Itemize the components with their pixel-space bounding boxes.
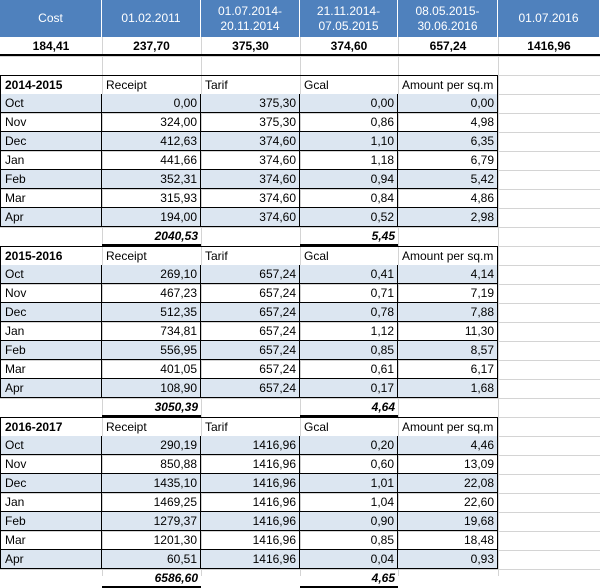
section-title[interactable]: 2015-2016 <box>0 246 102 265</box>
cell-receipt[interactable]: 556,95 <box>102 341 201 360</box>
cell-tarif[interactable]: 374,60 <box>201 151 300 170</box>
column-label-gcal[interactable]: Gcal <box>300 75 398 94</box>
cell-month[interactable]: Dec <box>0 132 102 151</box>
cell-receipt[interactable]: 512,35 <box>102 303 201 322</box>
cell-tarif[interactable]: 657,24 <box>201 265 300 284</box>
header-date-3-line1: 21.11.2014- <box>316 3 381 18</box>
cell-month[interactable]: Jan <box>0 151 102 170</box>
grid-row-line <box>0 56 600 57</box>
header-date-1-label: 01.02.2011 <box>121 11 181 25</box>
header-date-5-label: 01.07.2016 <box>518 11 579 25</box>
cell-receipt[interactable]: 734,81 <box>102 322 201 341</box>
column-label-amount[interactable]: Amount per sq.m <box>398 417 498 436</box>
cell-month[interactable]: Oct <box>0 436 102 455</box>
column-label-tarif[interactable]: Tarif <box>201 75 300 94</box>
header-date-4-line1: 08.05.2015- <box>415 3 480 18</box>
cell-month[interactable]: Mar <box>0 360 102 379</box>
cell-amount[interactable]: 6,79 <box>398 151 498 170</box>
cell-tarif[interactable]: 374,60 <box>201 170 300 189</box>
total-gcal[interactable]: 4,64 <box>300 398 398 417</box>
total-receipt[interactable]: 2040,53 <box>102 227 201 246</box>
section-title[interactable]: 2014-2015 <box>0 75 102 94</box>
cell-amount[interactable]: 4,46 <box>398 436 498 455</box>
column-label-receipt[interactable]: Receipt <box>102 75 201 94</box>
total-receipt[interactable]: 6586,60 <box>102 569 201 588</box>
cell-gcal[interactable]: 1,12 <box>300 322 398 341</box>
cell-month[interactable]: Nov <box>0 455 102 474</box>
cell-gcal[interactable]: 0,86 <box>300 113 398 132</box>
cell-gcal[interactable]: 0,84 <box>300 189 398 208</box>
cell-receipt[interactable]: 194,00 <box>102 208 201 227</box>
cell-month[interactable]: Dec <box>0 474 102 493</box>
cell-month[interactable]: Apr <box>0 550 102 569</box>
cell-gcal[interactable]: 0,20 <box>300 436 398 455</box>
cell-receipt[interactable]: 269,10 <box>102 265 201 284</box>
cell-amount[interactable]: 7,19 <box>398 284 498 303</box>
cell-amount[interactable]: 19,68 <box>398 512 498 531</box>
cell-receipt[interactable]: 1435,10 <box>102 474 201 493</box>
column-label-amount[interactable]: Amount per sq.m <box>398 246 498 265</box>
cell-receipt[interactable]: 412,63 <box>102 132 201 151</box>
column-label-amount[interactable]: Amount per sq.m <box>398 75 498 94</box>
cell-receipt[interactable]: 1469,25 <box>102 493 201 512</box>
cell-amount[interactable]: 22,60 <box>398 493 498 512</box>
cell-month[interactable]: Oct <box>0 94 102 113</box>
cell-gcal[interactable]: 0,04 <box>300 550 398 569</box>
cost-cell[interactable]: 657,24 <box>398 37 498 56</box>
cell-receipt[interactable]: 1201,30 <box>102 531 201 550</box>
cell-receipt[interactable]: 108,90 <box>102 379 201 398</box>
cell-amount[interactable]: 11,30 <box>398 322 498 341</box>
section-title[interactable]: 2016-2017 <box>0 417 102 436</box>
cell-gcal[interactable]: 0,52 <box>300 208 398 227</box>
cell-tarif[interactable]: 1416,96 <box>201 493 300 512</box>
cell-gcal[interactable]: 0,78 <box>300 303 398 322</box>
cell-tarif[interactable]: 1416,96 <box>201 455 300 474</box>
cell-gcal[interactable]: 0,61 <box>300 360 398 379</box>
column-label-gcal[interactable]: Gcal <box>300 246 398 265</box>
cell-month[interactable]: Jan <box>0 322 102 341</box>
cell-tarif[interactable]: 1416,96 <box>201 531 300 550</box>
cell-receipt[interactable]: 352,31 <box>102 170 201 189</box>
cell-amount[interactable]: 5,42 <box>398 170 498 189</box>
cell-gcal[interactable]: 0,94 <box>300 170 398 189</box>
total-receipt[interactable]: 3050,39 <box>102 398 201 417</box>
cell-receipt[interactable]: 0,00 <box>102 94 201 113</box>
cell-receipt[interactable]: 60,51 <box>102 550 201 569</box>
header-date-5[interactable] <box>498 0 600 37</box>
cell-gcal[interactable]: 0,41 <box>300 265 398 284</box>
cell-tarif[interactable]: 657,24 <box>201 303 300 322</box>
cell-amount[interactable]: 6,35 <box>398 132 498 151</box>
cell-tarif[interactable]: 657,24 <box>201 379 300 398</box>
cell-month[interactable]: Mar <box>0 189 102 208</box>
cell-gcal[interactable]: 0,90 <box>300 512 398 531</box>
total-gcal[interactable]: 4,65 <box>300 569 398 588</box>
cell-tarif[interactable]: 374,60 <box>201 132 300 151</box>
cell-receipt[interactable]: 315,93 <box>102 189 201 208</box>
cell-amount[interactable]: 1,68 <box>398 379 498 398</box>
column-label-receipt[interactable]: Receipt <box>102 246 201 265</box>
cell-amount[interactable]: 8,57 <box>398 341 498 360</box>
column-label-receipt[interactable]: Receipt <box>102 417 201 436</box>
cost-cell[interactable]: 374,60 <box>300 37 398 56</box>
cell-amount[interactable]: 4,14 <box>398 265 498 284</box>
cell-tarif[interactable]: 657,24 <box>201 341 300 360</box>
cell-month[interactable]: Nov <box>0 284 102 303</box>
cost-cell[interactable]: 375,30 <box>201 37 300 56</box>
header-cost[interactable] <box>0 0 102 37</box>
cell-tarif[interactable]: 1416,96 <box>201 436 300 455</box>
cell-month[interactable]: Feb <box>0 341 102 360</box>
cell-month[interactable]: Jan <box>0 493 102 512</box>
cell-gcal[interactable]: 1,10 <box>300 132 398 151</box>
cell-month[interactable]: Apr <box>0 379 102 398</box>
cell-tarif[interactable]: 1416,96 <box>201 512 300 531</box>
header-date-1[interactable] <box>102 0 201 37</box>
cell-amount[interactable]: 2,98 <box>398 208 498 227</box>
cost-cell[interactable]: 1416,96 <box>498 37 600 56</box>
cell-tarif[interactable]: 375,30 <box>201 94 300 113</box>
cell-gcal[interactable]: 0,85 <box>300 531 398 550</box>
cell-receipt[interactable]: 324,00 <box>102 113 201 132</box>
header-date-3[interactable] <box>300 0 398 37</box>
cell-gcal[interactable]: 0,17 <box>300 379 398 398</box>
cell-month[interactable]: Mar <box>0 531 102 550</box>
cell-month[interactable]: Dec <box>0 303 102 322</box>
cell-amount[interactable]: 18,48 <box>398 531 498 550</box>
cell-month[interactable]: Feb <box>0 170 102 189</box>
cell-receipt[interactable]: 401,05 <box>102 360 201 379</box>
column-label-tarif[interactable]: Tarif <box>201 417 300 436</box>
cell-amount[interactable]: 0,00 <box>398 94 498 113</box>
cell-month[interactable]: Nov <box>0 113 102 132</box>
header-date-2[interactable] <box>201 0 300 37</box>
header-cost-label: Cost <box>38 11 63 25</box>
cell-tarif[interactable]: 374,60 <box>201 208 300 227</box>
cell-tarif[interactable]: 1416,96 <box>201 550 300 569</box>
header-date-4[interactable] <box>398 0 498 37</box>
header-date-2-line2: 20.11.2014 <box>220 18 280 33</box>
cell-tarif[interactable]: 375,30 <box>201 113 300 132</box>
cell-receipt[interactable]: 850,88 <box>102 455 201 474</box>
cell-month[interactable]: Feb <box>0 512 102 531</box>
cell-receipt[interactable]: 467,23 <box>102 284 201 303</box>
cost-cell[interactable]: 237,70 <box>102 37 201 56</box>
cell-amount[interactable]: 6,17 <box>398 360 498 379</box>
cell-receipt[interactable]: 441,66 <box>102 151 201 170</box>
header-date-3-line2: 07.05.2015 <box>318 18 379 33</box>
cell-gcal[interactable]: 1,04 <box>300 493 398 512</box>
cell-gcal[interactable]: 0,85 <box>300 341 398 360</box>
total-gcal[interactable]: 5,45 <box>300 227 398 246</box>
header-date-2-line1: 01.07.2014- <box>217 3 283 18</box>
cell-receipt[interactable]: 1279,37 <box>102 512 201 531</box>
cell-amount[interactable]: 13,09 <box>398 455 498 474</box>
cell-gcal[interactable]: 0,60 <box>300 455 398 474</box>
cell-month[interactable]: Oct <box>0 265 102 284</box>
cell-gcal[interactable]: 1,01 <box>300 474 398 493</box>
column-label-tarif[interactable]: Tarif <box>201 246 300 265</box>
cell-tarif[interactable]: 657,24 <box>201 322 300 341</box>
cell-tarif[interactable]: 657,24 <box>201 360 300 379</box>
cell-gcal[interactable]: 1,18 <box>300 151 398 170</box>
column-label-gcal[interactable]: Gcal <box>300 417 398 436</box>
cell-tarif[interactable]: 1416,96 <box>201 474 300 493</box>
cell-gcal[interactable]: 0,00 <box>300 94 398 113</box>
cell-receipt[interactable]: 290,19 <box>102 436 201 455</box>
cell-tarif[interactable]: 374,60 <box>201 189 300 208</box>
cell-amount[interactable]: 7,88 <box>398 303 498 322</box>
cell-month[interactable]: Apr <box>0 208 102 227</box>
cell-amount[interactable]: 0,93 <box>398 550 498 569</box>
cell-amount[interactable]: 4,98 <box>398 113 498 132</box>
cell-amount[interactable]: 4,86 <box>398 189 498 208</box>
grid-column-line <box>498 0 499 576</box>
cell-gcal[interactable]: 0,71 <box>300 284 398 303</box>
cost-cell[interactable]: 184,41 <box>0 37 102 56</box>
cell-amount[interactable]: 22,08 <box>398 474 498 493</box>
cell-tarif[interactable]: 657,24 <box>201 284 300 303</box>
header-date-4-line2: 30.06.2016 <box>417 18 478 33</box>
